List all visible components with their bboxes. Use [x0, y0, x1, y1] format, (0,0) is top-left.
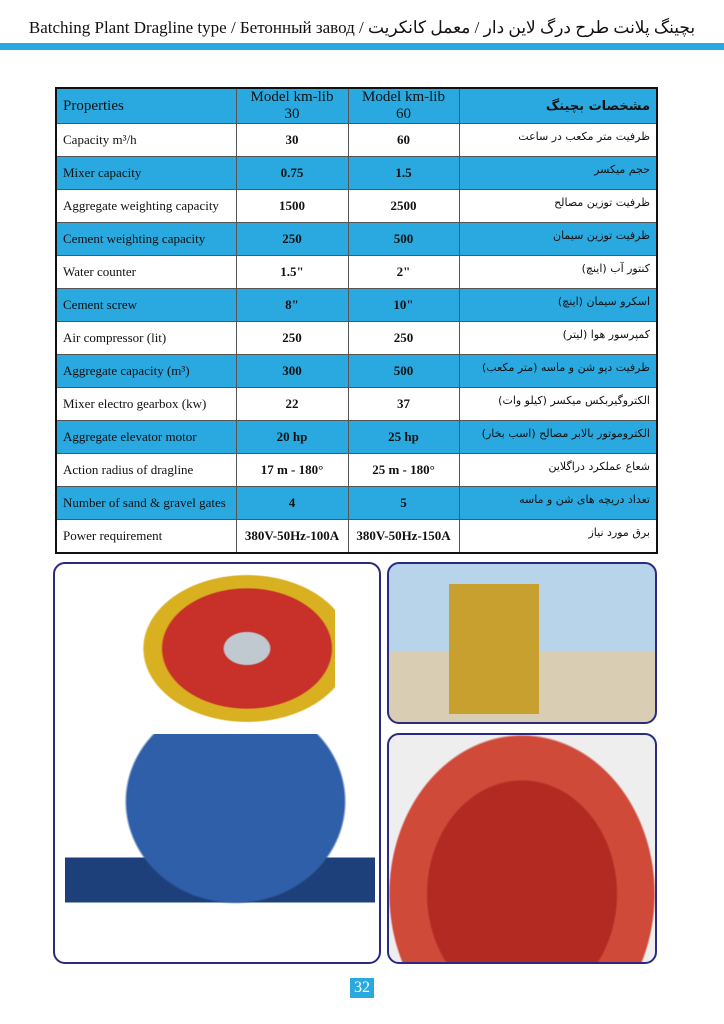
- header-properties: Properties: [56, 88, 236, 124]
- property-en: Mixer electro gearbox (kw): [56, 388, 236, 421]
- property-fa: الکتروموتور بالابر مصالح (اسب بخار): [459, 421, 657, 454]
- specs-table: [55, 87, 658, 554]
- table-row: [56, 190, 657, 223]
- table-row: [56, 454, 657, 487]
- header-persian: مشخصات بچینگ: [459, 88, 657, 124]
- property-en: Aggregate elevator motor: [56, 421, 236, 454]
- property-en: Number of sand & gravel gates: [56, 487, 236, 520]
- value-model-60: 10": [348, 289, 459, 322]
- value-model-30: 1.5": [236, 256, 348, 289]
- table-header-row: [56, 88, 657, 124]
- property-fa: برق مورد نیاز: [459, 520, 657, 553]
- value-model-60: 500: [348, 355, 459, 388]
- value-model-30: 30: [236, 124, 348, 157]
- header-model-30: Model km-lib 30: [236, 88, 348, 124]
- page-number: 32: [350, 978, 374, 998]
- property-en: Aggregate weighting capacity: [56, 190, 236, 223]
- value-model-30: 300: [236, 355, 348, 388]
- value-model-60: 2": [348, 256, 459, 289]
- plant-photo-panel: [387, 562, 657, 724]
- property-fa: حجم میکسر: [459, 157, 657, 190]
- property-fa: شعاع عملکرد دراگلاین: [459, 454, 657, 487]
- plant-structure: [419, 584, 569, 714]
- table-row: [56, 487, 657, 520]
- value-model-60: 25 hp: [348, 421, 459, 454]
- property-fa: ظرفیت متر مکعب در ساعت: [459, 124, 657, 157]
- page-header: Batching Plant Dragline type / Бетонный завод / بچینگ پلانت طرح درگ لاین دار / معمل کانکریت: [28, 18, 696, 37]
- red-mixer-photo-panel: [387, 733, 657, 964]
- mixer-diagram-image: [115, 572, 335, 742]
- table-row: [56, 157, 657, 190]
- value-model-30: 22: [236, 388, 348, 421]
- property-en: Capacity m³/h: [56, 124, 236, 157]
- mixer-images-panel: [53, 562, 381, 964]
- value-model-60: 60: [348, 124, 459, 157]
- value-model-30: 380V-50Hz-100A: [236, 520, 348, 553]
- value-model-30: 4: [236, 487, 348, 520]
- property-fa: ظرفیت دپو شن و ماسه (متر مکعب): [459, 355, 657, 388]
- table-row: [56, 322, 657, 355]
- table-row: [56, 388, 657, 421]
- property-en: Action radius of dragline: [56, 454, 236, 487]
- blue-mixer-photo: [65, 734, 375, 959]
- value-model-30: 250: [236, 322, 348, 355]
- property-en: Cement screw: [56, 289, 236, 322]
- value-model-30: 0.75: [236, 157, 348, 190]
- property-en: Aggregate capacity (m³): [56, 355, 236, 388]
- property-fa: تعداد دریچه های شن و ماسه: [459, 487, 657, 520]
- value-model-30: 250: [236, 223, 348, 256]
- property-fa: کمپرسور هوا (لیتر): [459, 322, 657, 355]
- table-row: [56, 421, 657, 454]
- value-model-60: 5: [348, 487, 459, 520]
- value-model-60: 2500: [348, 190, 459, 223]
- table-row: [56, 223, 657, 256]
- value-model-60: 380V-50Hz-150A: [348, 520, 459, 553]
- value-model-30: 17 m - 180°: [236, 454, 348, 487]
- property-en: Power requirement: [56, 520, 236, 553]
- property-en: Water counter: [56, 256, 236, 289]
- table-row: [56, 520, 657, 553]
- value-model-60: 25 m - 180°: [348, 454, 459, 487]
- value-model-30: 8": [236, 289, 348, 322]
- property-fa: الکتروگیربکس میکسر (کیلو وات): [459, 388, 657, 421]
- property-fa: ظرفیت توزین سیمان: [459, 223, 657, 256]
- header-divider: [0, 43, 724, 50]
- property-en: Cement weighting capacity: [56, 223, 236, 256]
- header-model-60: Model km-lib 60: [348, 88, 459, 124]
- property-fa: اسکرو سیمان (اینچ): [459, 289, 657, 322]
- value-model-60: 1.5: [348, 157, 459, 190]
- value-model-60: 250: [348, 322, 459, 355]
- property-en: Mixer capacity: [56, 157, 236, 190]
- property-fa: ظرفیت توزین مصالح: [459, 190, 657, 223]
- property-en: Air compressor (lit): [56, 322, 236, 355]
- table-row: [56, 256, 657, 289]
- value-model-60: 500: [348, 223, 459, 256]
- table-row: [56, 124, 657, 157]
- value-model-60: 37: [348, 388, 459, 421]
- table-row: [56, 355, 657, 388]
- property-fa: کنتور آب (اینچ): [459, 256, 657, 289]
- value-model-30: 1500: [236, 190, 348, 223]
- value-model-30: 20 hp: [236, 421, 348, 454]
- table-row: [56, 289, 657, 322]
